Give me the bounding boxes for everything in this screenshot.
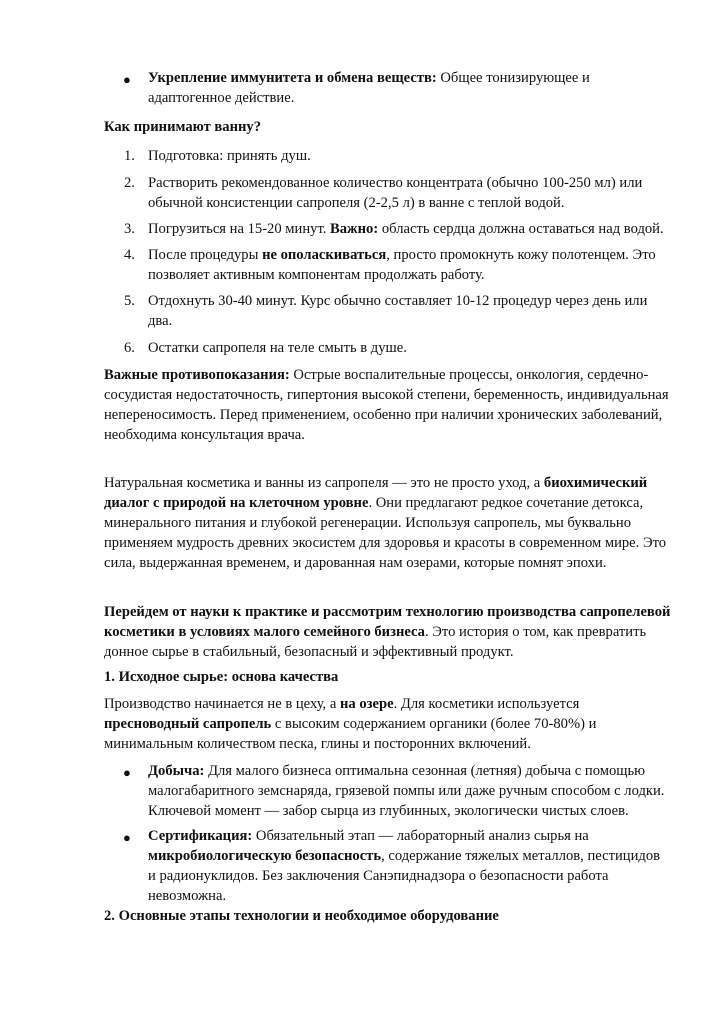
section2-heading: 2. Основные этапы технологии и необходимое оборудование	[104, 908, 499, 924]
raw-material-paragraph: Производство начинается не в цеху, а на озере. Для косметики используется пресноводный сапропель с высоким содержанием органики (более 70-80%) и минимальным количеством песка, глины и посторонних включений.	[104, 696, 597, 752]
bath-heading: Как принимают ванну?	[104, 119, 261, 135]
step-number: 6.	[124, 340, 135, 356]
bullet-icon: ●	[123, 765, 131, 780]
summary-paragraph: Натуральная косметика и ванны из сапропеля — это не просто уход, а биохимический диалог с природой на клеточном уровне. Они предлагают редкое сочетание детокса, минерального питания и глубокой регенерации. Используя сапропель, мы буквально применяем мудрость древних экосистем для здоровья и красоты в современном мире. Это сила, выдержанная временем, и дарованная нам озерами, которые помнят эпохи.	[104, 475, 667, 571]
step-number: 2.	[124, 175, 135, 191]
bullet-extraction: Добыча: Для малого бизнеса оптимальна сезонная (летняя) добыча с помощью малогабаритного земснаряда, грязевой помпы или даже ручным способом с лодки. Ключевой момент — забор сырца из глубинных, экологически чистых слоев.	[148, 763, 665, 819]
bullet-immunity	[148, 68, 668, 108]
bullet-extraction-title: Добыча:	[148, 763, 205, 779]
step-item: Отдохнуть 30-40 минут. Курс обычно составляет 10-12 процедур через день или два.	[148, 293, 648, 329]
intro-paragraph: Перейдем от науки к практике и рассмотрим технологию производства сапропелевой косметики в условиях малого семейного бизнеса. Это история о том, как превратить донное сырье в стабильный, безопасный и эффективный продукт.	[104, 604, 671, 660]
contraindications-title: Важные противопоказания:	[104, 367, 290, 383]
section1-heading: 1. Исходное сырье: основа качества	[104, 669, 339, 685]
bullet-certification: Сертификация: Обязательный этап — лабораторный анализ сырья на микробиологическую безопасность, содержание тяжелых металлов, пестицидов и радионуклидов. Без заключения Санэпиднадзора о безопасности работа невозможна.	[148, 828, 661, 904]
bullet-icon: ●	[123, 830, 131, 845]
bullet-certification-title: Сертификация:	[148, 828, 253, 844]
step-number: 5.	[124, 293, 135, 309]
bullet-immunity-text: Общее тонизирующее и адаптогенное действие.	[148, 70, 590, 106]
step-item: Остатки сапропеля на теле смыть в душе.	[148, 340, 407, 356]
step-item: Погрузиться на 15-20 минут. Важно: область сердца должна оставаться над водой.	[148, 221, 664, 237]
contraindications-paragraph: Важные противопоказания: Острые воспалительные процессы, онкология, сердечно-сосудистая недостаточность, гипертония высокой степени, беременность, индивидуальная непереносимость. Перед применением, особенно при наличии хронических заболеваний, необходима консультация врача.	[104, 367, 669, 443]
step-item: Подготовка: принять душ.	[148, 148, 311, 164]
step-item: Растворить рекомендованное количество концентрата (обычно 100-250 мл) или обычной консистенции сапропеля (2-2,5 л) в ванне с теплой водой.	[148, 175, 643, 211]
step-number: 4.	[124, 247, 135, 263]
step-number: 1.	[124, 148, 135, 164]
step-item: После процедуры не ополаскиваться, просто промокнуть кожу полотенцем. Это позволяет активным компонентам продолжать работу.	[148, 247, 656, 283]
step-number: 3.	[124, 221, 135, 237]
bullet-immunity-title: Укрепление иммунитета и обмена веществ:	[148, 70, 437, 86]
bullet-icon: ●	[123, 72, 131, 87]
